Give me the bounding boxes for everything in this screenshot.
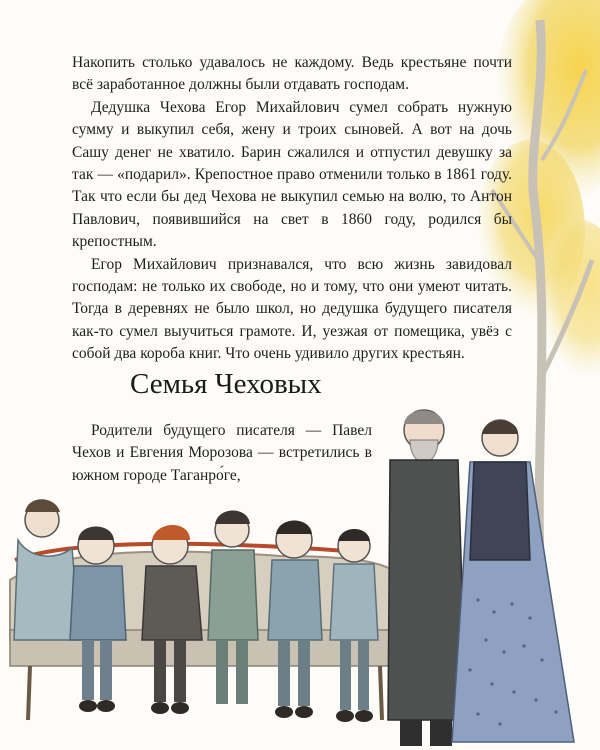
family-illustration <box>0 400 600 750</box>
paragraph-2: Дедушка Чехова Егор Михайлович сумел собрать нужную сумму и выкупил себя, жену и троих сыновей. А вот на дочь Сашу денег не хватило. Барин сжалился и отпустил девушку за так — «подарил». Крепостное право отменили только в 1861 году. Так что если бы дед Чехова не выкупил семью на волю, то Антон Павлович, появившийся на свет в 1860 году, родился бы крепостным. <box>72 98 512 251</box>
paragraph-1: Накопить столько удавалось не каждому. Ведь крестьяне почти всё заработанное должны были отдавать господам. <box>72 54 512 94</box>
main-text <box>72 52 512 366</box>
section-heading: Семья Чеховых <box>130 368 322 400</box>
paragraph-3: Егор Михайлович признавался, что всю жизнь завидовал господам: не только их свободе, но и тому, что они умеют читать. Тогда в деревнях не было школ, но дедушка будущего писателя как-то сумел выучиться грамоте. И, уезжая от помещика, увёз с собой два короба книг. Что очень удивило других крестьян. <box>72 255 512 363</box>
intro-paragraph: Родители будущего писателя — Павел Чехов и Евгения Морозова — встретились в южном городе Таганро́ге, <box>72 422 372 484</box>
